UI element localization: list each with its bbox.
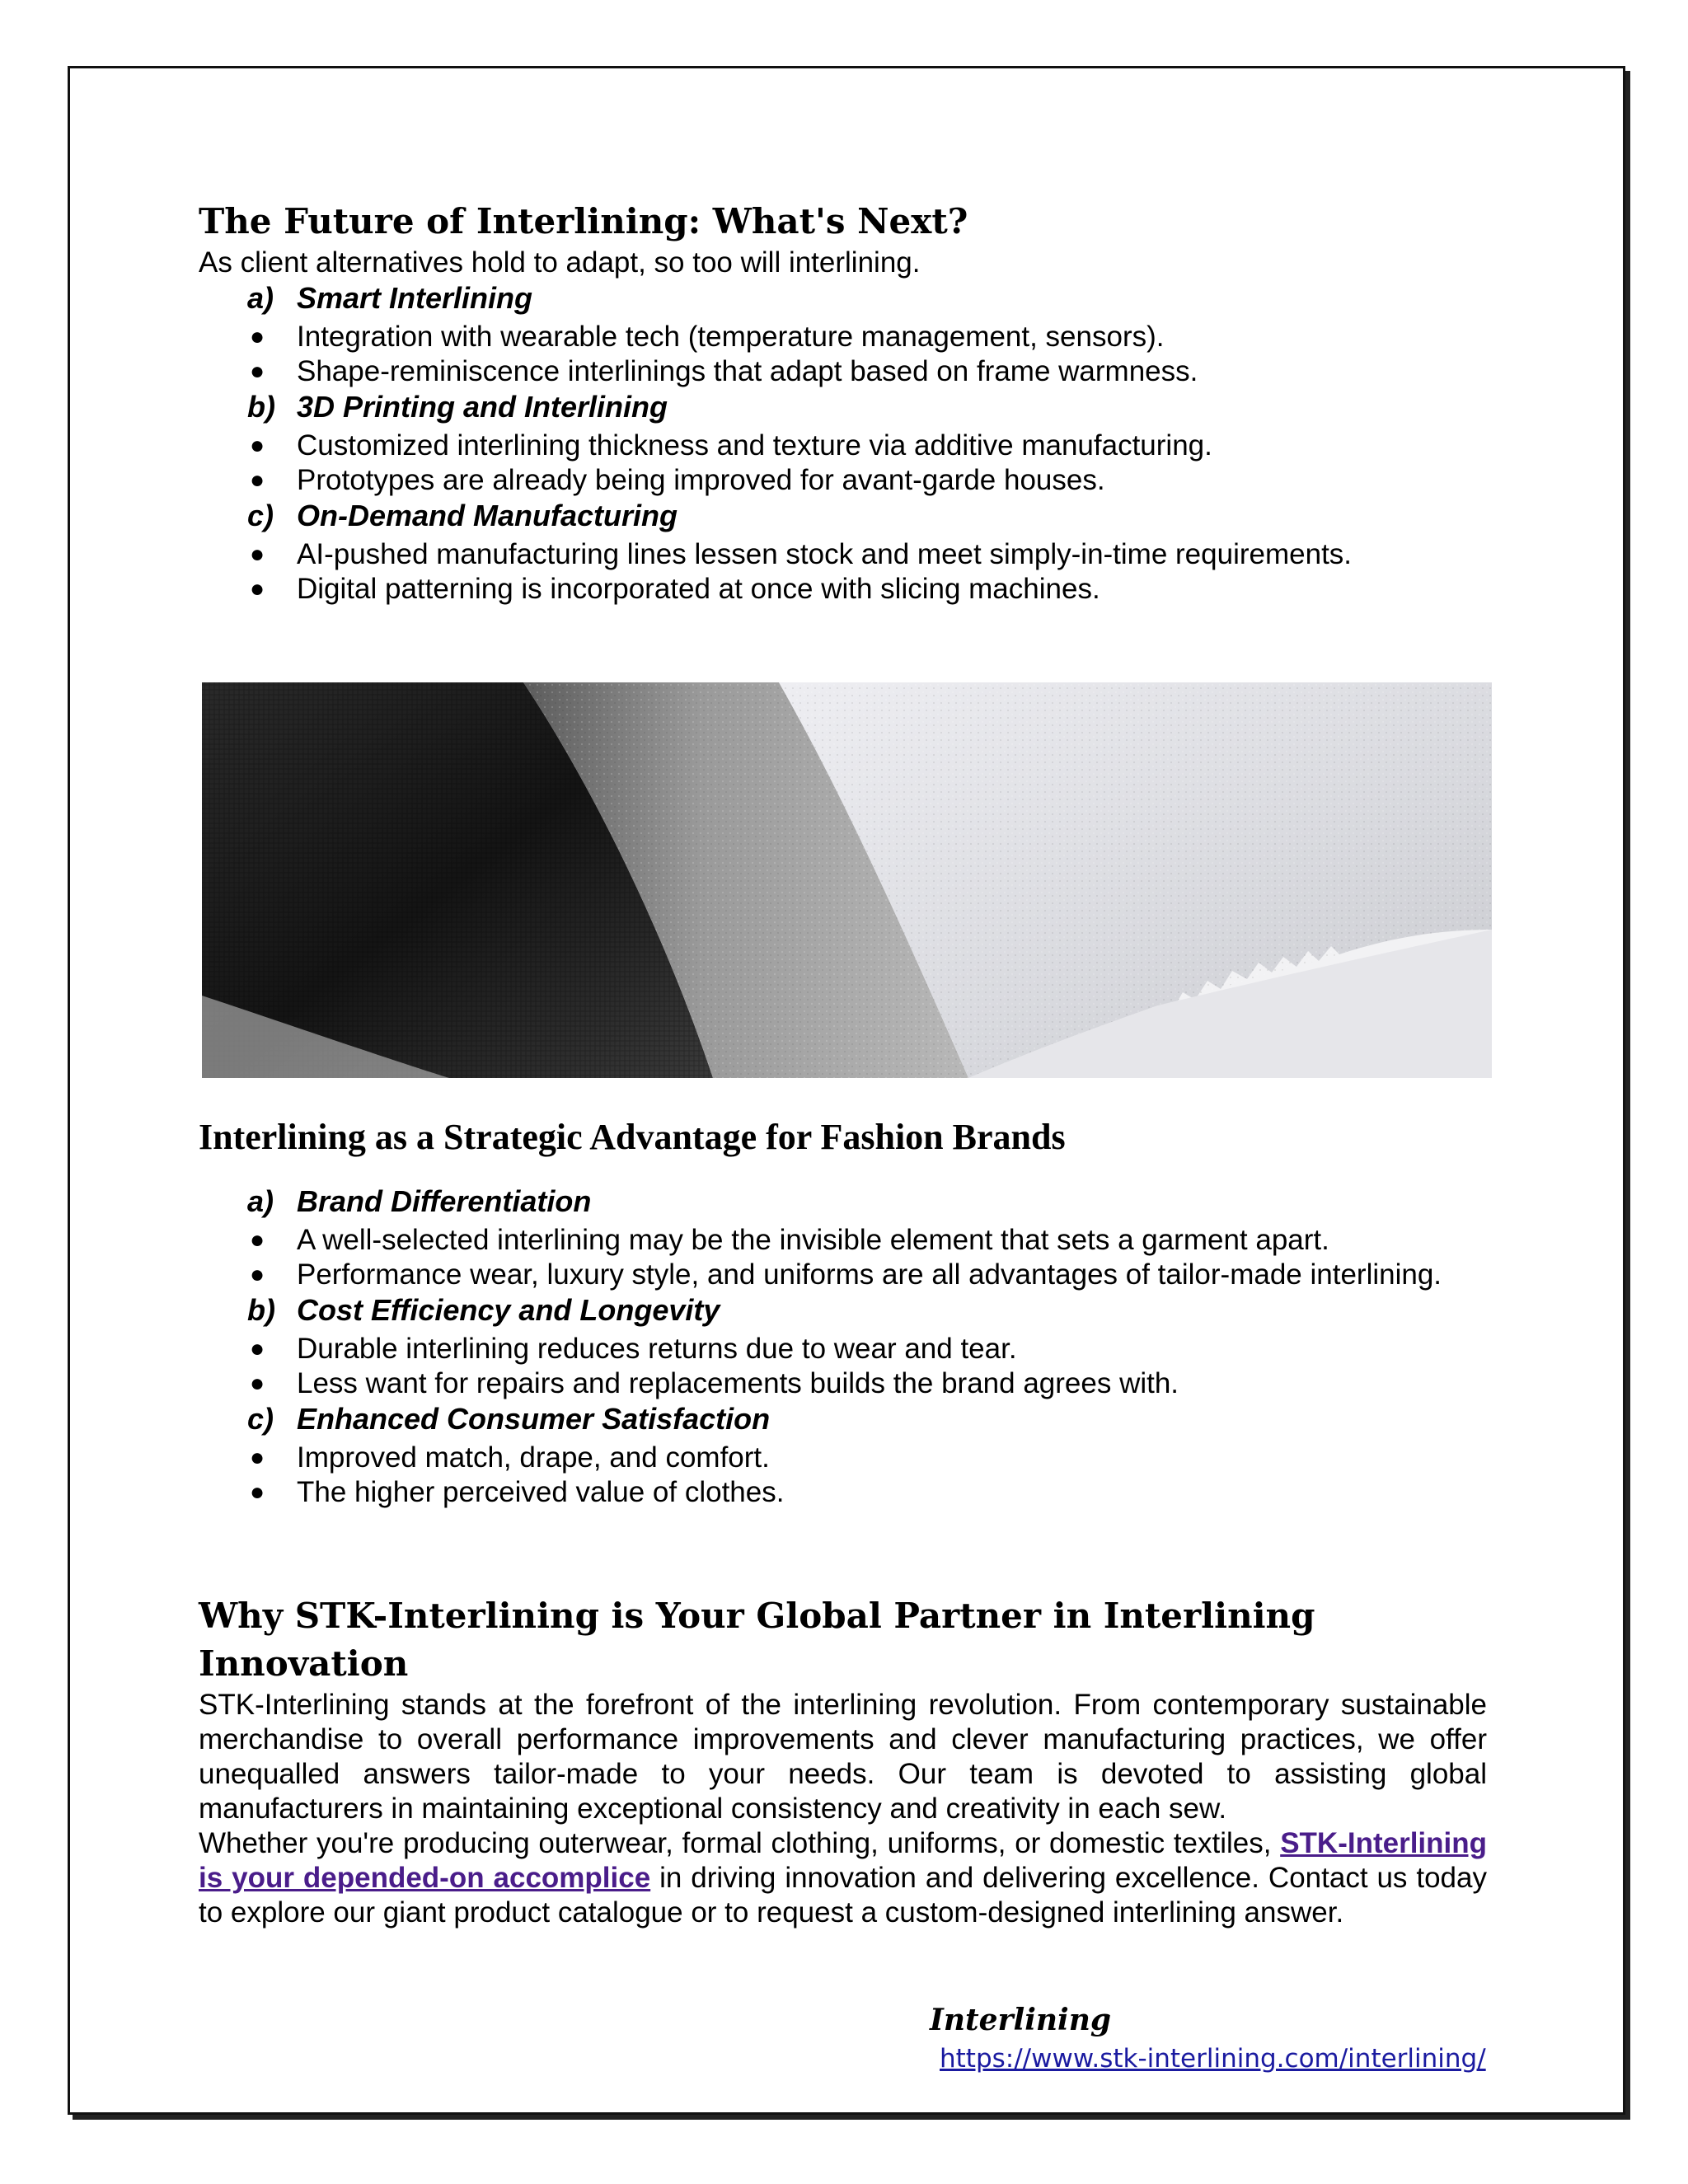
list-item: ● A well-selected interlining may be the invisible element that sets a garment apart. (250, 1224, 1329, 1256)
subsection-smart (199, 280, 1487, 389)
bullet-icon: ● (250, 541, 265, 568)
subsection-3d-printing (199, 389, 1487, 498)
subsection-consumer-satisfaction (199, 1401, 1487, 1510)
bullet-icon: ● (250, 1444, 265, 1471)
list-item: ● AI-pushed manufacturing lines lessen stock and meet simply-in-time requirements. (250, 538, 1353, 570)
subsection-heading: c) Enhanced Consumer Satisfaction (247, 1402, 771, 1436)
section-title: Why STK-Interlining is Your Global Partner in Interlining Innovation (199, 1596, 1315, 1684)
bullet-icon: ● (250, 1261, 265, 1288)
list-item: ● Integration with wearable tech (temperature management, sensors). (250, 321, 1165, 353)
subsection-cost-efficiency (199, 1292, 1487, 1401)
subsection-heading: a) Smart Interlining (247, 281, 533, 315)
list-item: ● Customized interlining thickness and texture via additive manufacturing. (250, 429, 1212, 462)
section-title: The Future of Interlining: What's Next? (199, 201, 968, 241)
bullet-icon: ● (250, 432, 265, 459)
footer-url-link[interactable]: https://www.stk-interlining.com/interlining/ (940, 2044, 1486, 2074)
bullet-icon: ● (250, 1370, 265, 1397)
body-paragraph: Whether you're producing outerwear, formal clothing, uniforms, or domestic textiles, STK-Interlining is your depended-on accomplice in driving innovation and delivering excellence. Contact us today to explore our giant product catalogue or to request a custom-designed interlining answer. (199, 1827, 1487, 1929)
section-intro: As client alternatives hold to adapt, so too will interlining. (199, 246, 921, 279)
list-item: ● Performance wear, luxury style, and uniforms are all advantages of tailor-made interlining. (250, 1258, 1442, 1291)
bullet-icon: ● (250, 575, 265, 602)
interlining-fabric-image (202, 682, 1492, 1078)
footer-label: Interlining (930, 2003, 1112, 2037)
subsection-on-demand (199, 498, 1487, 607)
bullet-icon: ● (250, 1335, 265, 1362)
subsection-brand-differentiation (199, 1183, 1487, 1292)
subsection-heading: b) Cost Efficiency and Longevity (247, 1293, 720, 1327)
section-strategic-advantage (199, 1113, 1487, 1510)
bullet-icon: ● (250, 358, 265, 385)
bullet-icon: ● (250, 323, 265, 350)
list-item: ● Digital patterning is incorporated at once with slicing machines. (250, 573, 1100, 605)
list-item: ● Improved match, drape, and comfort. (250, 1441, 770, 1474)
list-item: ● Less want for repairs and replacements builds the brand agrees with. (250, 1367, 1179, 1399)
list-item: ● Durable interlining reduces returns due to wear and tear. (250, 1333, 1017, 1365)
list-item: ● Prototypes are already being improved for avant-garde houses. (250, 464, 1105, 496)
section-future (199, 198, 1487, 607)
list-item: ● The higher perceived value of clothes. (250, 1476, 785, 1508)
section-title: Interlining as a Strategic Advantage for Fashion Brands (199, 1117, 1066, 1157)
bullet-icon: ● (250, 466, 265, 494)
list-item: ● Shape-reminiscence interlinings that adapt based on frame warmness. (250, 355, 1198, 387)
bullet-icon: ● (250, 1226, 265, 1254)
section-global-partner (199, 1592, 1487, 1930)
subsection-heading: c) On-Demand Manufacturing (247, 499, 678, 532)
subsection-heading: b) 3D Printing and Interlining (247, 390, 668, 424)
bullet-icon: ● (250, 1479, 265, 1506)
subsection-heading: a) Brand Differentiation (247, 1184, 592, 1218)
stk-interlining-link[interactable]: STK-Interlining is your depended-on accomplice (199, 1827, 1487, 1894)
body-paragraph: STK-Interlining stands at the forefront of the interlining revolution. From contemporary sustainable merchandise to overall performance improvements and clever manufacturing practices, we offer unequalled answers tailor-made to your needs. Our team is devoted to assisting global manufacturers in maintaining exceptional consistency and creativity in each sew. (199, 1689, 1487, 1825)
